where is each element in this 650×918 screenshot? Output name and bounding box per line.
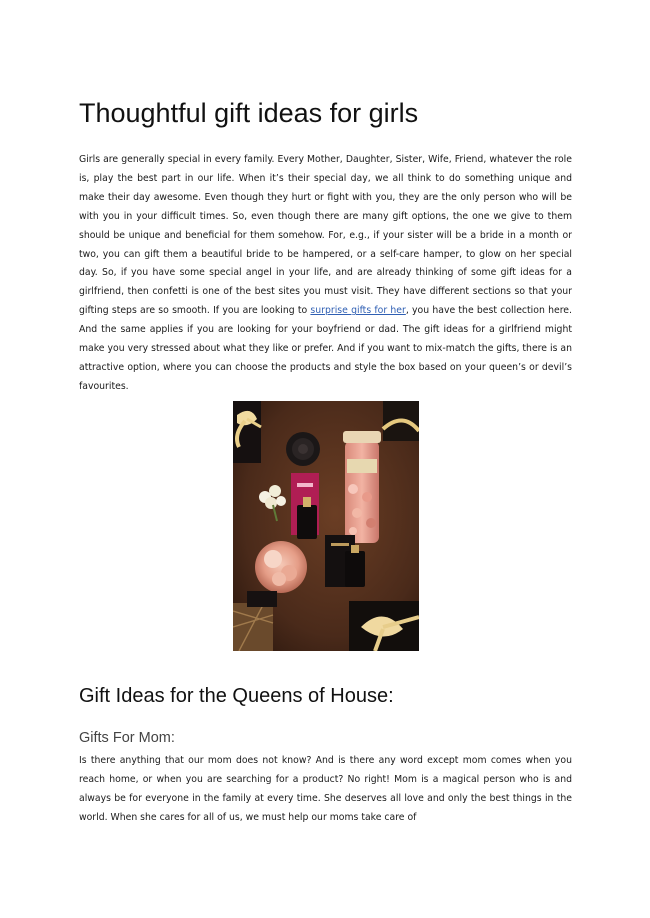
gift-box-photo [233, 401, 419, 651]
mom-paragraph: Is there anything that our mom does not know? And is there any word except mom comes when you reach home, or when you are searching for a product? No right! Mom is a magical person who is and always be for everyone in the family at every time. She deserves all love and only the best things in the world. When she cares for all of us, we must help our moms take care of [79, 755, 572, 823]
intro-text-after-link: , you have the best collection here. And the same applies if you are looking for your boyfriend or dad. The gift ideas for a girlfriend might make you very stressed about what they like or prefer. And if you want to mix-match the gifts, there is an attractive option, where you can choose the products and style the box based on your queen’s or devil’s favourites. [79, 305, 572, 392]
intro-paragraph [79, 151, 572, 397]
surprise-gifts-link[interactable]: surprise gifts for her [310, 305, 406, 317]
subheading-gifts-for-mom: Gifts For Mom: [79, 730, 175, 746]
section-heading: Gift Ideas for the Queens of House: [79, 685, 394, 707]
intro-text-before-link: Girls are generally special in every family. Every Mother, Daughter, Sister, Wife, Friend, whatever the role is, play the best part in our life. When it’s their special day, we all think to do something unique and make their day awesome. Even though they hurt or fight with you, they are the only person who will be with you in your difficult times. So, even though there are many gift options, the one we give to them should be unique and beneficial for them somehow. For, e.g., if your sister will be a bride in a month or two, you can gift them a beautiful bride to be hampered, or a self-care hamper, to glow on her special day. So, if you have some special angel in your life, and are already thinking of some gift ideas for a girlfriend, then confetti is one of the best sites you must visit. They have different sections so that your gifting steps are so smooth. If you are looking to [79, 154, 572, 317]
page-title: Thoughtful gift ideas for girls [79, 98, 419, 128]
